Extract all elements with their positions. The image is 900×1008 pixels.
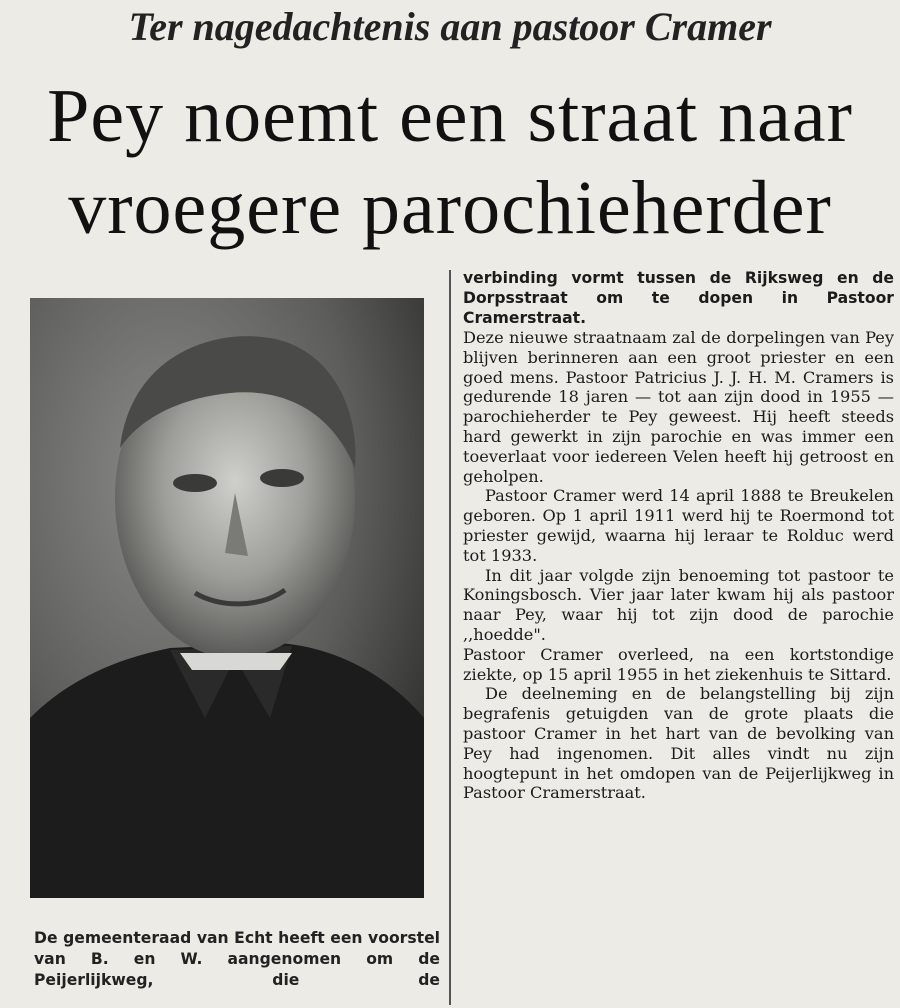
body-paragraph-4: In dit jaar volgde zijn benoeming tot pastoor te Koningsbosch. Vier jaar later kwam hij als pastoor naar Pey, waar hij tot zijn dood de parochie ,,hoedde".: [463, 565, 894, 644]
headline-line-1: Pey noemt een straat naar: [47, 74, 853, 158]
column-divider: [449, 270, 451, 1005]
kicker-title: Ter nagedachtenis aan pastoor Cramer: [128, 4, 772, 49]
body-paragraph-1: verbinding vormt tussen de Rijksweg en de Dorpsstraat om te dopen in Pastoor Cramerstraat.: [463, 269, 894, 327]
portrait-photo: [30, 298, 424, 898]
headline-line-2: vroegere parochieherder: [68, 166, 832, 250]
headline: [30, 70, 870, 254]
photo-caption: [34, 928, 440, 991]
portrait-photo-icon: [30, 298, 424, 898]
body-paragraph-6: De deelneming en de belangstelling bij zijn begrafenis getuigden van de grote plaats die pastoor Cramer in het hart van de bevolking van Pey had ingenomen. Dit alles vindt nu zijn hoogtepunt in het omdopen van de Peijerlijkweg in Pastoor Cramerstraat.: [463, 684, 894, 803]
article-body: [463, 268, 894, 803]
body-paragraph-2: Deze nieuwe straatnaam zal de dorpelingen van Pey blijven berinneren aan een groot priester en een goed mens. Pastoor Patricius J. J. H. M. Cramers is gedurende 18 jaren — tot aan zijn dood in 1955 — parochieherder te Pey geweest. Hij heeft steeds hard gewerkt in zijn parochie en was immer een toeverlaat voor iedereen Velen heeft hij getroost en geholpen.: [463, 328, 894, 486]
caption-text: De gemeenteraad van Echt heeft een voorstel van B. en W. aangenomen om de Peijerlijkweg, die de: [34, 929, 440, 989]
body-paragraph-3: Pastoor Cramer werd 14 april 1888 te Breukelen geboren. Op 1 april 1911 werd hij te Roermond tot priester gewijd, waarna hij leraar te Rolduc werd tot 1933.: [463, 486, 894, 565]
body-paragraph-5: Pastoor Cramer overleed, na een kortstondige ziekte, op 15 april 1955 in het ziekenhuis te Sittard.: [463, 644, 894, 684]
